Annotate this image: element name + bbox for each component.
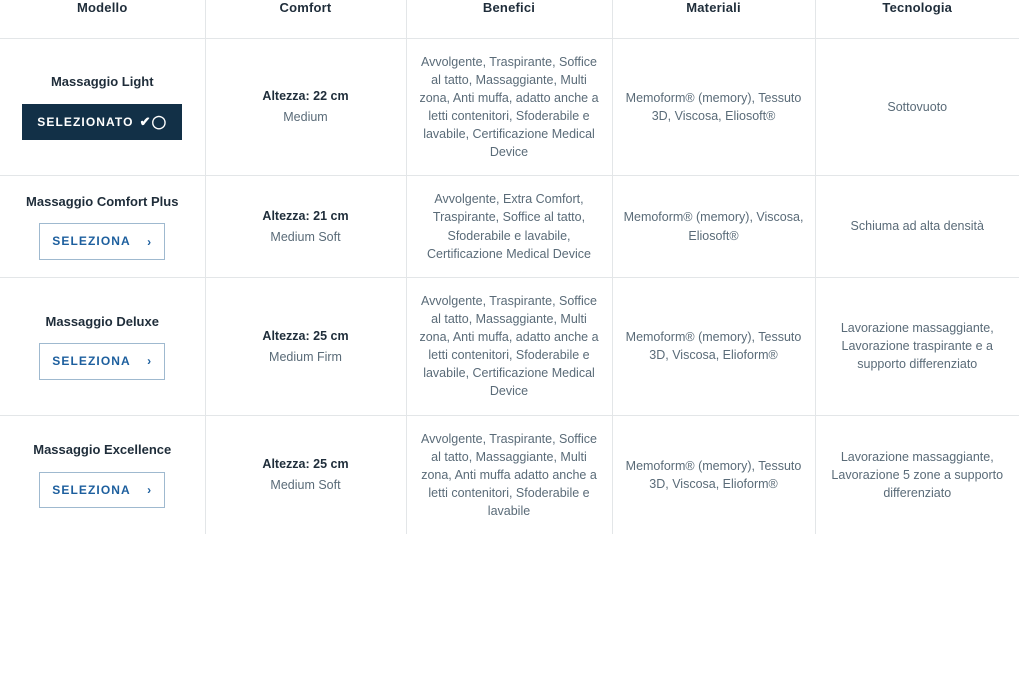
cell-comfort	[205, 176, 406, 278]
model-name: Massaggio Deluxe	[45, 313, 159, 329]
cell-benefici	[406, 415, 612, 534]
cell-materiali	[612, 415, 815, 534]
column-header-modello: Modello	[0, 0, 205, 38]
table-row	[0, 415, 1019, 534]
benefits-text: Avvolgente, Traspirante, Soffice al tatto, Massaggiante, Multi zona, Anti muffa adatto anche a letti contenitori, Sfoderabile e lavabile	[420, 431, 598, 518]
materials-text: Memoform® (memory), Tessuto 3D, Viscosa, Elioform®	[625, 330, 802, 363]
selected-button-label: SELEZIONATO	[37, 114, 134, 129]
technology-text: Lavorazione massaggiante, Lavorazione 5 zone a supporto differenziato	[831, 449, 1004, 500]
chevron-right-icon: ›	[147, 482, 153, 497]
chevron-right-icon: ›	[147, 354, 153, 369]
cell-comfort	[205, 38, 406, 176]
select-button-label: SELEZIONA	[52, 234, 131, 249]
benefits-text: Avvolgente, Traspirante, Soffice al tatto, Massaggiante, Multi zona, Anti muffa, adatto anche a letti contenitori, Sfoderabile e lavabile, Certificazione Medical Device	[419, 293, 599, 399]
model-name: Massaggio Excellence	[33, 442, 172, 458]
select-button[interactable]	[39, 472, 165, 509]
column-header-tecnologia: Tecnologia	[882, 0, 953, 15]
materials-text: Memoform® (memory), Viscosa, Eliosoft®	[623, 210, 804, 243]
cell-modello	[0, 38, 205, 176]
select-button-label: SELEZIONA	[52, 353, 131, 368]
table-body	[0, 38, 1019, 534]
comfort-height: Altezza: 21 cm	[262, 208, 349, 223]
column-header-materiali: Materiali	[612, 0, 815, 38]
select-button[interactable]	[39, 223, 165, 260]
cell-benefici	[406, 176, 612, 278]
cell-materiali	[612, 38, 815, 176]
materials-text: Memoform® (memory), Tessuto 3D, Viscosa, Eliosoft®	[625, 90, 802, 123]
cell-benefici	[406, 277, 612, 415]
table-row	[0, 38, 1019, 176]
comfort-level: Medium Firm	[269, 349, 342, 364]
comfort-level: Medium	[283, 110, 328, 125]
cell-tecnologia	[815, 277, 1019, 415]
technology-text: Schiuma ad alta densità	[850, 219, 984, 234]
benefits-text: Avvolgente, Traspirante, Soffice al tatto, Massaggiante, Multi zona, Anti muffa, adatto anche a letti contenitori, Sfoderabile e lavabile, Certificazione Medical Device	[419, 54, 599, 160]
table-header	[0, 0, 1019, 38]
cell-tecnologia	[815, 415, 1019, 534]
benefits-text: Avvolgente, Extra Comfort, Traspirante, Soffice al tatto, Sfoderabile e lavabile, Certificazione Medical Device	[427, 192, 591, 261]
cell-materiali	[612, 277, 815, 415]
select-button-label: SELEZIONA	[52, 482, 131, 497]
comfort-level: Medium Soft	[270, 230, 341, 244]
column-header-comfort: Comfort	[205, 0, 406, 38]
cell-tecnologia	[815, 38, 1019, 176]
table-header-row	[0, 0, 1019, 38]
cell-benefici	[406, 38, 612, 176]
table-row	[0, 176, 1019, 278]
materials-text: Memoform® (memory), Tessuto 3D, Viscosa, Elioform®	[625, 458, 802, 491]
cell-materiali	[612, 176, 815, 278]
column-header-benefici: Benefici	[406, 0, 612, 38]
comfort-height: Altezza: 25 cm	[262, 457, 349, 472]
cell-modello	[0, 176, 205, 278]
technology-text: Sottovuoto	[887, 99, 948, 114]
model-name: Massaggio Comfort Plus	[26, 194, 179, 209]
comfort-height: Altezza: 25 cm	[262, 328, 349, 343]
table-row	[0, 277, 1019, 415]
chevron-right-icon: ›	[147, 234, 153, 249]
comfort-level: Medium Soft	[270, 478, 341, 493]
comfort-height: Altezza: 22 cm	[262, 89, 349, 104]
model-name: Massaggio Light	[50, 74, 154, 90]
select-button[interactable]	[39, 343, 165, 380]
cell-modello	[0, 415, 205, 534]
cell-comfort	[205, 277, 406, 415]
cell-comfort	[205, 415, 406, 534]
cell-tecnologia	[815, 176, 1019, 278]
cell-modello	[0, 277, 205, 415]
selected-button[interactable]	[22, 104, 182, 141]
check-circle-icon: ✔◯	[139, 114, 168, 130]
technology-text: Lavorazione massaggiante, Lavorazione traspirante e a supporto differenziato	[840, 320, 994, 372]
